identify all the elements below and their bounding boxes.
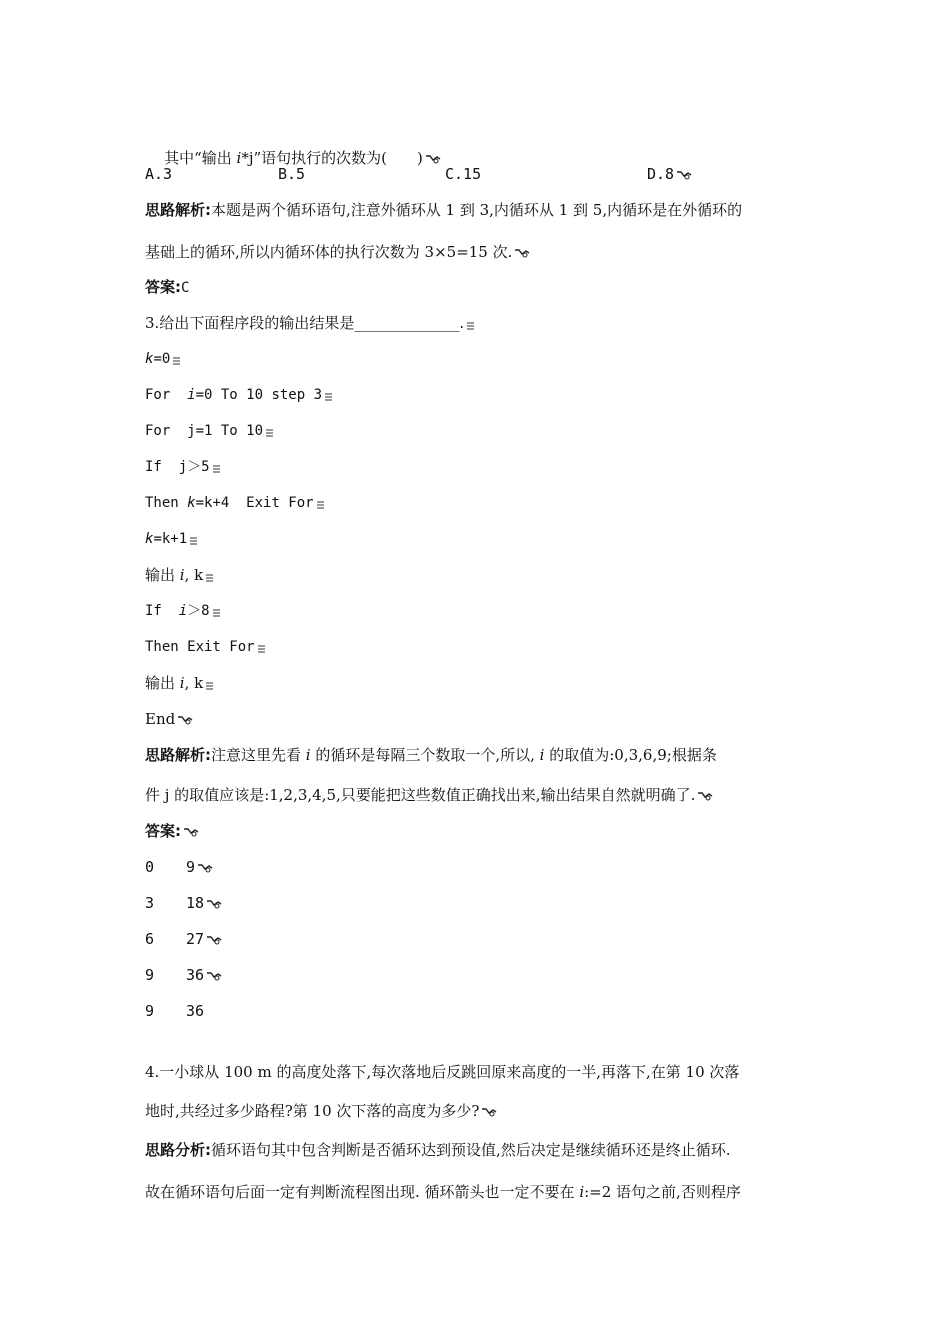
answer-row-k: 36	[186, 965, 222, 986]
code-line: k=k+1	[145, 529, 198, 549]
analysis-label: 思路解析:	[145, 746, 211, 764]
answer-label: 答案:	[145, 278, 181, 296]
option-c: C.15	[445, 165, 482, 183]
code-line: If i＞8	[145, 601, 221, 621]
paragraph-mark-icon	[206, 894, 222, 914]
paragraph-mark-icon	[514, 243, 530, 263]
analysis-text: 循环语句其中包含判断是否循环达到预设值,然后决定是继续循环还是终止循环.	[211, 1141, 731, 1159]
q3-analysis-line2	[145, 785, 713, 806]
answer-row-i: 3	[145, 894, 155, 912]
paragraph-mark-icon	[177, 710, 193, 730]
answer-row-i: 9	[145, 966, 155, 984]
q4-analysis-line2: 故在循环语句后面一定有判断流程图出现. 循环箭头也一定不要在 i:=2 语句之前,否则程序	[145, 1183, 741, 1201]
option-a: A.3	[145, 165, 173, 183]
paragraph-mark-icon	[206, 966, 222, 986]
q2-analysis-line1	[145, 200, 742, 220]
paragraph-mark-icon	[206, 930, 222, 950]
q4-stem-line2	[145, 1101, 497, 1122]
line-break-icon	[212, 604, 221, 618]
line-break-icon	[205, 677, 214, 691]
paragraph-mark-icon	[481, 1102, 497, 1122]
code-line: Then Exit For	[145, 637, 266, 657]
answer-row-i: 9	[145, 1002, 155, 1020]
answer-row-i: 0	[145, 858, 155, 876]
answer-row-k: 27	[186, 929, 222, 950]
answer-label: 答案:	[145, 822, 181, 840]
analysis-label: 思路分析:	[145, 1141, 211, 1159]
q3-stem-text: 3.给出下面程序段的输出结果是______________.	[145, 314, 465, 332]
paragraph-mark-icon	[676, 165, 692, 185]
analysis-text: 本题是两个循环语句,注意外循环从 1 到 3,内循环从 1 到 5,内循环是在外循环的	[211, 201, 743, 219]
code-line: For j=1 To 10	[145, 421, 274, 441]
code-line: End	[145, 709, 193, 730]
q3-stem	[145, 313, 475, 333]
line-break-icon	[212, 460, 221, 474]
code-line: For i=0 To 10 step 3	[145, 385, 333, 405]
q2-stem-text-a: 其中“输出	[164, 149, 237, 167]
q4-stem-line1: 4.一小球从 100 m 的高度处落下,每次落地后反跳回原来高度的一半,再落下,在第 10 次落	[145, 1063, 740, 1081]
option-b: B.5	[278, 165, 306, 183]
code-line: Then k=k+4 Exit For	[145, 493, 325, 513]
paragraph-mark-icon	[425, 149, 441, 169]
q4-stem-text: 地时,共经过多少路程?第 10 次下落的高度为多少?	[145, 1102, 480, 1120]
paragraph-mark-icon	[183, 822, 199, 842]
line-break-icon	[205, 569, 214, 583]
answer-row-k: 9	[186, 857, 213, 878]
line-break-icon	[257, 640, 266, 654]
analysis-text: 件 j 的取值应该是:1,2,3,4,5,只要能把这些数值正确找出来,输出结果自然就明确了.	[145, 786, 696, 804]
paragraph-mark-icon	[697, 786, 713, 806]
line-break-icon	[265, 424, 274, 438]
line-break-icon	[316, 496, 325, 510]
option-d-label: D.8	[647, 165, 675, 183]
q2-answer	[145, 277, 189, 298]
code-line: If j＞5	[145, 457, 221, 477]
answer-row-i: 6	[145, 930, 155, 948]
q2-stem-text-b: *j”语句执行的次数为( )	[241, 149, 423, 167]
code-line: 输出 i, k	[145, 673, 214, 693]
q3-answer	[145, 821, 199, 842]
q4-analysis-line1	[145, 1140, 731, 1160]
option-d	[647, 164, 692, 185]
code-line: k=0	[145, 349, 181, 369]
answer-value: C	[181, 280, 190, 296]
line-break-icon	[172, 352, 181, 366]
analysis-label: 思路解析:	[145, 201, 211, 219]
analysis-text: 基础上的循环,所以内循环体的执行次数为 3×5=15 次.	[145, 243, 513, 261]
q2-analysis-line2	[145, 242, 530, 263]
line-break-icon	[466, 317, 475, 331]
q2-stem-var: i	[236, 149, 242, 167]
code-line: 输出 i, k	[145, 565, 214, 585]
q3-analysis-line1: 思路解析:注意这里先看 i 的循环是每隔三个数取一个,所以, i 的取值为:0,3,6,9;根据条	[145, 746, 717, 764]
paragraph-mark-icon	[197, 858, 213, 878]
answer-row-k: 36	[186, 1002, 205, 1020]
answer-row-k: 18	[186, 893, 222, 914]
line-break-icon	[324, 388, 333, 402]
line-break-icon	[189, 532, 198, 546]
